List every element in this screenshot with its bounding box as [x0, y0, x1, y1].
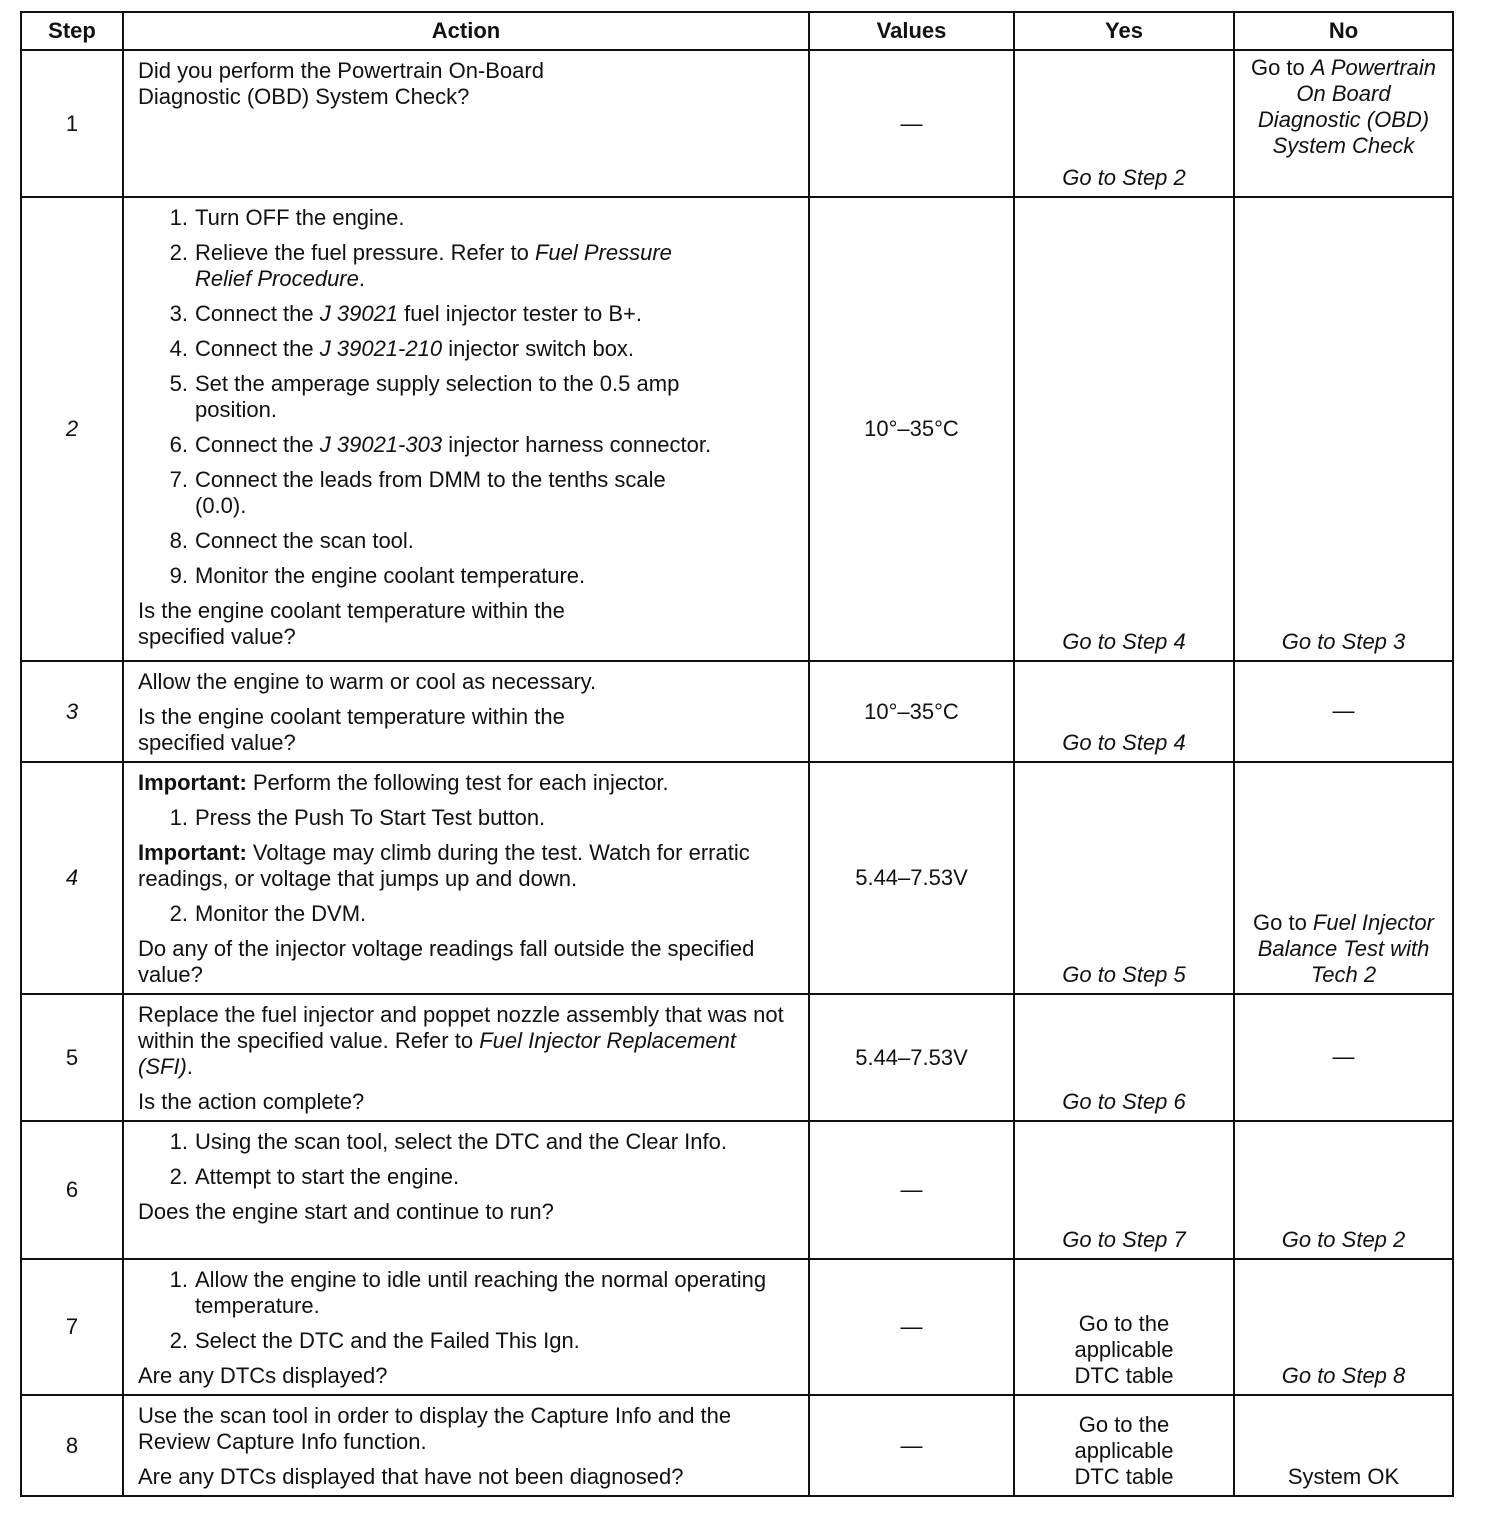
question-text: Are any DTCs displayed that have not been diagnosed?	[138, 1464, 684, 1489]
header-step: Step	[21, 12, 123, 50]
yes-cell: Go to Step 2	[1014, 50, 1234, 197]
list-item: 9. Monitor the engine coolant temperature.	[169, 563, 586, 588]
header-no: No	[1234, 12, 1453, 50]
procedure-list	[138, 1267, 796, 1354]
step-number: 5	[21, 994, 123, 1121]
no-prefix: Go to	[1253, 910, 1313, 935]
list-item: 4. Connect the J 39021-210 injector switch box.	[169, 336, 635, 361]
yes-cell: Go to Step 5	[1014, 762, 1234, 994]
values-cell: —	[809, 50, 1014, 197]
action-cell	[123, 1121, 809, 1259]
values-cell: —	[809, 1395, 1014, 1496]
question-text: Is the action complete?	[138, 1089, 365, 1114]
header-values: Values	[809, 12, 1014, 50]
values-cell: —	[809, 1259, 1014, 1395]
no-cell: Go to Step 3	[1234, 197, 1453, 661]
important-note: Important: Voltage may climb during the test. Watch for erratic readings, or voltage that jumps up and down.	[138, 840, 750, 891]
list-item: 2. Attempt to start the engine.	[169, 1164, 460, 1189]
reference-link[interactable]: Fuel Injector Replacement (SFI)	[138, 1028, 736, 1079]
list-item: 7. Connect the leads from DMM to the tenths scale (0.0).	[169, 467, 666, 518]
tool-reference: J 39021-303	[319, 432, 443, 457]
reference-link[interactable]: Fuel Pressure Relief Procedure	[195, 240, 672, 291]
no-cell: —	[1234, 994, 1453, 1121]
no-cell: Go to Step 2	[1234, 1121, 1453, 1259]
no-link[interactable]: Fuel Injector Balance Test with Tech 2	[1257, 910, 1434, 987]
question-text: Is the engine coolant temperature within the specified value?	[138, 598, 565, 649]
question-text: Does the engine start and continue to run?	[138, 1199, 554, 1224]
yes-cell: Go to Step 4	[1014, 661, 1234, 762]
header-yes: Yes	[1014, 12, 1234, 50]
instruction-text: Use the scan tool in order to display the Capture Info and the Review Capture Info function.	[138, 1403, 732, 1454]
yes-cell: Go to Step 6	[1014, 994, 1234, 1121]
list-item: 1. Allow the engine to idle until reaching the normal operating temperature.	[169, 1267, 767, 1318]
values-cell: 10°–35°C	[809, 661, 1014, 762]
values-cell: 5.44–7.53V	[809, 994, 1014, 1121]
list-item: 2. Select the DTC and the Failed This Ign.	[169, 1328, 580, 1353]
instruction-text: Allow the engine to warm or cool as necessary.	[138, 669, 597, 694]
tool-reference: J 39021-210	[319, 336, 443, 361]
header-action: Action	[123, 12, 809, 50]
list-item: 6. Connect the J 39021-303 injector harness connector.	[169, 432, 712, 457]
procedure-list	[138, 805, 796, 831]
step-number: 1	[21, 50, 123, 197]
yes-cell: Go to Step 4	[1014, 197, 1234, 661]
table-row	[21, 1259, 1453, 1395]
list-item: 2. Relieve the fuel pressure. Refer to Fuel Pressure Relief Procedure.	[169, 240, 672, 291]
action-cell	[123, 1259, 809, 1395]
table-row	[21, 1395, 1453, 1496]
question-text: Do any of the injector voltage readings fall outside the specified value?	[138, 936, 755, 987]
procedure-list	[138, 1129, 796, 1190]
yes-cell: Go to the applicable DTC table	[1014, 1259, 1234, 1395]
step-number: 4	[21, 762, 123, 994]
table-row	[21, 1121, 1453, 1259]
question-text: Is the engine coolant temperature within the specified value?	[138, 704, 565, 755]
no-cell	[1234, 762, 1453, 994]
step-number: 7	[21, 1259, 123, 1395]
yes-cell: Go to Step 7	[1014, 1121, 1234, 1259]
header-row	[21, 12, 1453, 50]
table-row	[21, 197, 1453, 661]
list-item: 1. Press the Push To Start Test button.	[169, 805, 546, 830]
action-cell	[123, 50, 809, 197]
step-number: 2	[21, 197, 123, 661]
list-item: 2. Monitor the DVM.	[169, 901, 367, 926]
no-cell: Go to Step 8	[1234, 1259, 1453, 1395]
no-cell: —	[1234, 661, 1453, 762]
no-cell: System OK	[1234, 1395, 1453, 1496]
table-row	[21, 994, 1453, 1121]
list-item: 8. Connect the scan tool.	[169, 528, 414, 553]
values-cell: —	[809, 1121, 1014, 1259]
step-number: 8	[21, 1395, 123, 1496]
list-item: 3. Connect the J 39021 fuel injector tester to B+.	[169, 301, 643, 326]
no-prefix: Go to	[1250, 55, 1311, 80]
yes-cell: Go to the applicable DTC table	[1014, 1395, 1234, 1496]
list-item: 5. Set the amperage supply selection to the 0.5 amp position.	[169, 371, 680, 422]
instruction-text: Replace the fuel injector and poppet nozzle assembly that was not within the specified value. Refer to Fuel Injector Replacement (SFI).	[138, 1002, 784, 1079]
question-text: Did you perform the Powertrain On-Board Diagnostic (OBD) System Check?	[138, 58, 544, 109]
step-number: 6	[21, 1121, 123, 1259]
important-note: Important: Perform the following test for each injector.	[138, 770, 669, 795]
diagnostic-table	[20, 11, 1454, 1497]
list-item: 1. Using the scan tool, select the DTC and the Clear Info.	[169, 1129, 727, 1154]
table-row	[21, 661, 1453, 762]
action-cell	[123, 762, 809, 994]
step-number: 3	[21, 661, 123, 762]
no-link[interactable]: A Powertrain On Board Diagnostic (OBD) System Check	[1257, 55, 1437, 158]
table-row	[21, 50, 1453, 197]
action-cell	[123, 197, 809, 661]
values-cell: 10°–35°C	[809, 197, 1014, 661]
list-item: 1. Turn OFF the engine.	[169, 205, 405, 230]
no-cell	[1234, 50, 1453, 197]
procedure-list	[138, 205, 796, 589]
values-cell: 5.44–7.53V	[809, 762, 1014, 994]
action-cell	[123, 994, 809, 1121]
question-text: Are any DTCs displayed?	[138, 1363, 388, 1388]
table-row	[21, 762, 1453, 994]
action-cell	[123, 1395, 809, 1496]
action-cell	[123, 661, 809, 762]
procedure-list	[138, 901, 796, 927]
tool-reference: J 39021	[319, 301, 399, 326]
